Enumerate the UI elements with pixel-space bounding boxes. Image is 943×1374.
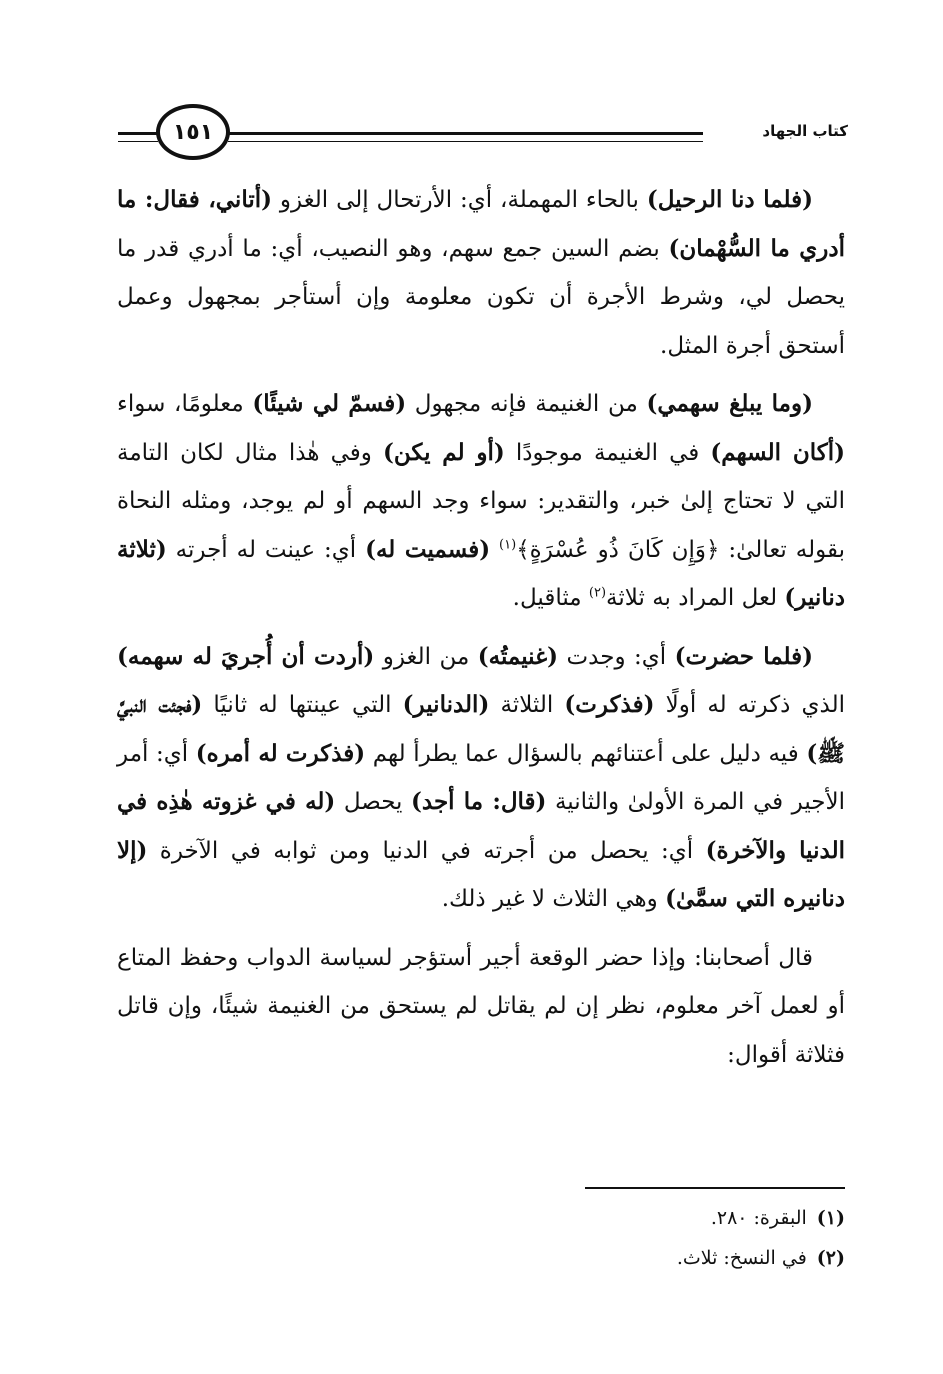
quoted-hadith-text: (أو لم يكن): [383, 438, 505, 466]
commentary-text: [490, 537, 499, 563]
footnote: [117, 1198, 845, 1238]
footnote-ref: (١): [499, 536, 517, 552]
quoted-hadith-text: (الدنانير): [402, 691, 490, 718]
commentary-text: بالحاء المهملة، أي: الأرتحال إلى الغزو: [272, 187, 647, 213]
footnote-number: (١): [816, 1207, 845, 1229]
commentary-text: أي: وجدت: [558, 643, 675, 670]
commentary-text: معلومًا، سواء: [117, 391, 253, 417]
paragraph: [117, 934, 845, 1080]
commentary-text: أي: عينت له أجرته: [166, 536, 366, 563]
running-title: كتاب الجهاد: [762, 122, 848, 140]
commentary-text: في الغنيمة موجودًا: [504, 439, 711, 466]
page-number: ١٥١: [156, 104, 230, 160]
quoted-hadith-text: (فلما دنا الرحيل): [646, 186, 814, 213]
commentary-text: التي عينتها له ثانيًا: [202, 692, 403, 718]
footnote-ref: (٢): [588, 585, 607, 601]
quoted-hadith-text: (أكان السهم): [710, 438, 845, 466]
quoted-hadith-text: (وما يبلغ سهمي): [646, 390, 813, 417]
quoted-hadith-text: (فذكرت): [564, 691, 655, 718]
footnote: [117, 1238, 845, 1278]
footnote-text: البقرة: ٢٨٠.: [710, 1207, 807, 1229]
body-text: [117, 176, 845, 1089]
commentary-text: وفي هٰذا مثال لكان التامة التي لا تحتاج إلىٰ خبر، والتقدير: سواء وجد السهم أو لم يوجد، ومثله النحاة بقوله تعالىٰ: ﴿وَإِن كَانَ ذُو عُسْرَةٍ﴾: [117, 439, 845, 563]
quoted-hadith-text: (أتاني، فقال: ما أدري ما السُّهْمان): [117, 186, 845, 262]
page-header: [118, 100, 848, 170]
quoted-hadith-text: (له في غزوته هٰذِه في الدنيا والآخرة): [117, 788, 845, 864]
quoted-hadith-text: (فسمّ لي شيئًا): [252, 390, 407, 417]
footnote-number: (٢): [816, 1247, 845, 1269]
header-rule-right: [228, 132, 703, 142]
commentary-text: فيه دليل على أعتنائهم بالسؤال عما يطرأ لهم: [365, 740, 807, 767]
commentary-text: أي: أمر الأجير في المرة الأولىٰ والثانية: [117, 740, 845, 815]
commentary-text: من الغزو: [374, 643, 478, 670]
quoted-hadith-text: (أردت أن أُجريَ له سهمه): [117, 642, 375, 670]
quoted-hadith-text: (غنيمتُه): [477, 642, 559, 670]
footnote-divider: [585, 1187, 845, 1189]
commentary-text: الثلاثة: [489, 692, 565, 718]
quoted-hadith-text: (فلما حضرت): [674, 642, 813, 670]
quoted-hadith-text: (ثلاثة دنانير): [117, 535, 845, 611]
quoted-hadith-text: (فذكرت له أمره): [195, 739, 366, 767]
paragraph: [117, 176, 845, 370]
commentary-text: وهي الثلاث لا غير ذلك.: [441, 886, 666, 912]
quoted-hadith-text: (فسميت له): [365, 535, 491, 563]
commentary-text: أي: يحصل من أجرته في الدنيا ومن ثوابه في الآخرة: [147, 837, 706, 864]
quoted-hadith-text: (قال: ما أجد): [410, 788, 547, 815]
header-rule-left: [118, 132, 158, 142]
commentary-text: يحصل: [335, 789, 411, 815]
quoted-hadith-text: (إلا دنانيره التي سمَّىٰ): [117, 836, 845, 912]
footnotes: [117, 1198, 845, 1278]
paragraph: [117, 633, 845, 924]
commentary-text: من الغنيمة فإنه مجهول: [406, 391, 647, 417]
commentary-text: مثاقيل.: [512, 585, 589, 611]
paragraph: [117, 380, 845, 623]
commentary-text: بضم السين جمع سهم، وهو النصيب، أي: ما أدري قدر ما يحصل لي، وشرط الأجرة أن تكون معلومة وإن أستأجر بمجهول وعمل أستحق أجرة المثل.: [117, 235, 845, 359]
commentary-text: الذي ذكرته له أولًا: [654, 692, 845, 718]
commentary-text: لعل المراد به ثلاثة: [606, 585, 785, 611]
quoted-hadith-text: (فجئت النبيَّ ﷺ): [117, 691, 845, 767]
commentary-text: قال أصحابنا: وإذا حضر الوقعة أجير أستؤجر لسياسة الدواب وحفظ المتاع أو لعمل آخر معلوم، نظر إن لم يقاتل لم يستحق من الغنيمة شيئًا، وإن قاتل فثلاثة أقوال:: [117, 944, 845, 1068]
footnote-text: في النسخ: ثلاث.: [676, 1247, 807, 1269]
